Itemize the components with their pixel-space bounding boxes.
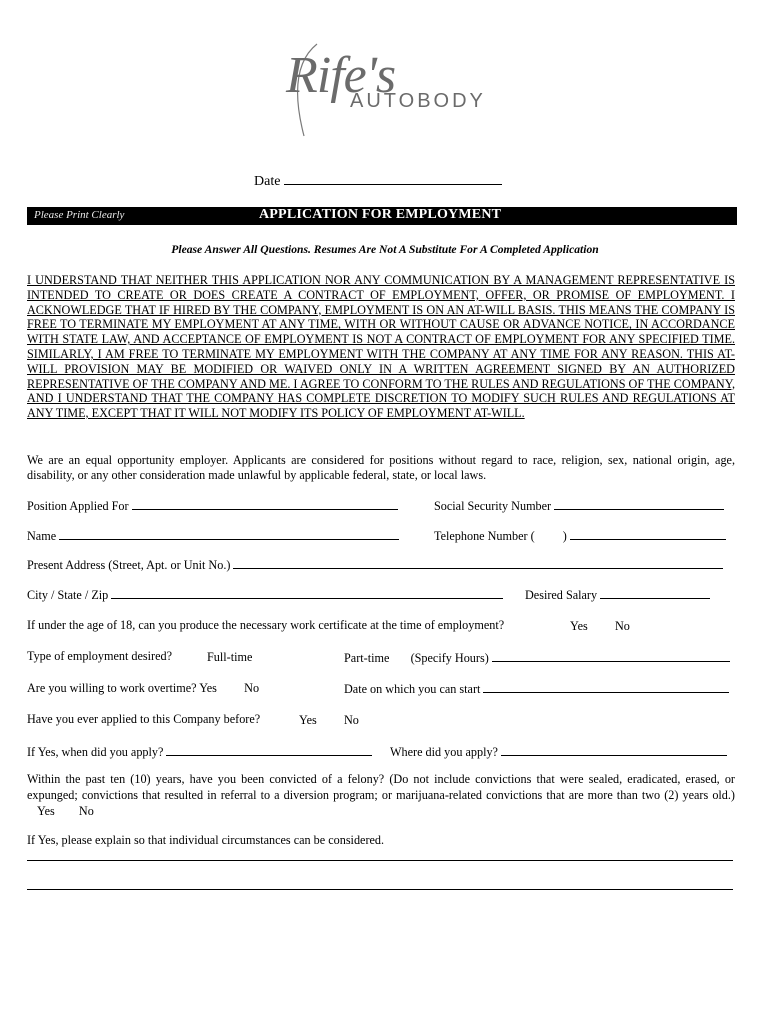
type-question: Type of employment desired? xyxy=(27,649,173,663)
date-label: Date xyxy=(254,174,281,189)
logo-wordmark: AUTOBODY xyxy=(350,90,486,112)
felony-text: Within the past ten (10) years, have you been convicted of a felony? (Do not include convictions that were sealed, eradicated, erased, or expunged; convictions that resulted in referral to a diversion program; or marijuana-related convictions that are more than two (2) years old.) xyxy=(27,772,735,802)
fulltime-checkbox-icon[interactable] xyxy=(258,649,268,665)
position-label: Position Applied For xyxy=(27,499,129,513)
date-input-line[interactable] xyxy=(284,172,502,185)
city-input-line[interactable] xyxy=(111,586,503,599)
felony-no-checkbox-icon[interactable] xyxy=(97,803,107,819)
age-options xyxy=(570,618,648,634)
applied-no-checkbox-icon[interactable] xyxy=(365,712,375,728)
when-applied-label: If Yes, when did you apply? xyxy=(27,745,164,759)
felony-question xyxy=(27,771,735,819)
address-input-line[interactable] xyxy=(233,556,723,569)
date-field xyxy=(254,172,502,190)
overtime-no-label: No xyxy=(234,681,249,695)
start-date-label: Date on which you can start xyxy=(344,682,481,696)
applied-yes-label: Yes xyxy=(299,713,317,727)
print-clearly-note: Please Print Clearly xyxy=(34,209,125,221)
parttime-option xyxy=(344,649,730,666)
where-applied-field xyxy=(390,743,727,760)
explain-line-1[interactable] xyxy=(27,860,733,861)
when-applied-field xyxy=(27,743,372,760)
area-code-input[interactable] xyxy=(538,528,560,540)
start-date-field xyxy=(344,680,729,697)
at-will-statement: I UNDERSTAND THAT NEITHER THIS APPLICATION NOR ANY COMMUNICATION BY A MANAGEMENT REPRESENTATIVE IS INTENDED TO CREATE OR DOES CREATE A CONTRACT OF EMPLOYMENT, OFFER, OR PROMISE OF EMPLOYMENT. I ACKNOWLEDGE THAT IF HIRED BY THE COMPANY, EMPLOYMENT IS ON AN AT-WILL BASIS. THIS MEANS THE COMPANY IS FREE TO TERMINATE MY EMPLOYMENT AT ANY TIME, WITH OR WITHOUT CAUSE OR ADVANCE NOTICE, IN ACCORDANCE WITH STATE LAW, AND ACCEPTANCE OF EMPLOYMENT IS NOT A CONTRACT OF EMPLOYMENT FOR ANY SPECIFIED TIME. SIMILARLY, I AM FREE TO TERMINATE MY EMPLOYMENT WITH THE COMPANY AT ANY TIME FOR ANY REASON. THIS AT-WILL PROVISION MAY BE MODIFIED OR WAIVED ONLY IN A WRITTEN AGREEMENT SIGNED BY AN AUTHORIZED REPRESENTATIVE OF THE COMPANY AND ME. I AGREE TO CONFORM TO THE RULES AND REGULATIONS OF THE COMPANY, AND I UNDERSTAND THAT THE COMPANY HAS COMPLETE DISCRETION TO MODIFY SUCH RULES AND REGULATIONS AT ANY TIME, EXCEPT THAT IT WILL NOT MODIFY ITS POLICY OF EMPLOYMENT AT-WILL. xyxy=(27,273,735,421)
specify-hours-input-line[interactable] xyxy=(492,649,730,662)
salary-field xyxy=(525,586,710,603)
applied-question: Have you ever applied to this Company before? xyxy=(27,712,261,726)
position-field xyxy=(27,497,398,514)
phone-input-line[interactable] xyxy=(570,527,726,540)
fulltime-option xyxy=(207,649,271,665)
explain-line-2[interactable] xyxy=(27,889,733,890)
specify-hours-label: (Specify Hours) xyxy=(400,651,479,665)
position-input-line[interactable] xyxy=(132,497,398,510)
name-label: Name xyxy=(27,529,57,543)
parttime-label: Part-time xyxy=(344,651,390,665)
where-applied-input-line[interactable] xyxy=(501,743,727,756)
salary-label: Desired Salary xyxy=(525,588,598,602)
explain-label: If Yes, please explain so that individual circumstances can be considered. xyxy=(27,833,385,847)
phone-close-paren: ) xyxy=(562,529,567,543)
where-applied-label: Where did you apply? xyxy=(390,745,498,759)
address-label: Present Address (Street, Apt. or Unit No.) xyxy=(27,558,231,572)
name-field xyxy=(27,527,399,544)
company-logo xyxy=(0,40,770,140)
name-input-line[interactable] xyxy=(59,527,399,540)
phone-field xyxy=(434,527,726,544)
felony-yes-label: Yes xyxy=(37,804,55,818)
felony-yes-checkbox-icon[interactable] xyxy=(58,803,68,819)
overtime-label: Are you willing to work overtime? xyxy=(27,681,197,695)
applied-options xyxy=(299,712,377,728)
page-title: APPLICATION FOR EMPLOYMENT xyxy=(259,207,502,222)
when-applied-input-line[interactable] xyxy=(166,743,372,756)
overtime-yes-label: Yes xyxy=(199,681,217,695)
age-yes-checkbox-icon[interactable] xyxy=(594,618,604,634)
age-no-checkbox-icon[interactable] xyxy=(636,618,646,634)
salary-input-line[interactable] xyxy=(600,586,710,599)
phone-label: Telephone Number ( xyxy=(434,529,535,543)
applied-yes-checkbox-icon[interactable] xyxy=(323,712,333,728)
eoe-statement: We are an equal opportunity employer. Applicants are considered for positions without regard to race, religion, sex, national origin, age, disability, or any other consideration made unlawful by applicable federal, state, or local laws. xyxy=(27,453,735,482)
overtime-question xyxy=(27,680,277,696)
age-no-label: No xyxy=(604,619,620,633)
felony-no-label: No xyxy=(68,804,84,818)
fulltime-label: Full-time xyxy=(207,650,253,664)
overtime-no-checkbox-icon[interactable] xyxy=(265,680,275,696)
ssn-label: Social Security Number xyxy=(434,499,552,513)
start-date-input-line[interactable] xyxy=(483,680,729,693)
overtime-yes-checkbox-icon[interactable] xyxy=(223,680,233,696)
age-question: If under the age of 18, can you produce the necessary work certificate at the time of employment? xyxy=(27,618,505,632)
city-field xyxy=(27,586,503,603)
logo-script: Rife's xyxy=(286,47,396,104)
address-field xyxy=(27,556,723,573)
age-yes-label: Yes xyxy=(570,619,588,633)
title-banner xyxy=(27,207,737,225)
parttime-checkbox-icon[interactable] xyxy=(395,650,405,666)
ssn-field xyxy=(434,497,724,514)
ssn-input-line[interactable] xyxy=(554,497,724,510)
applied-no-label: No xyxy=(333,713,349,727)
instructions-subhead: Please Answer All Questions. Resumes Are Not A Substitute For A Completed Application xyxy=(171,243,599,256)
city-label: City / State / Zip xyxy=(27,588,109,602)
